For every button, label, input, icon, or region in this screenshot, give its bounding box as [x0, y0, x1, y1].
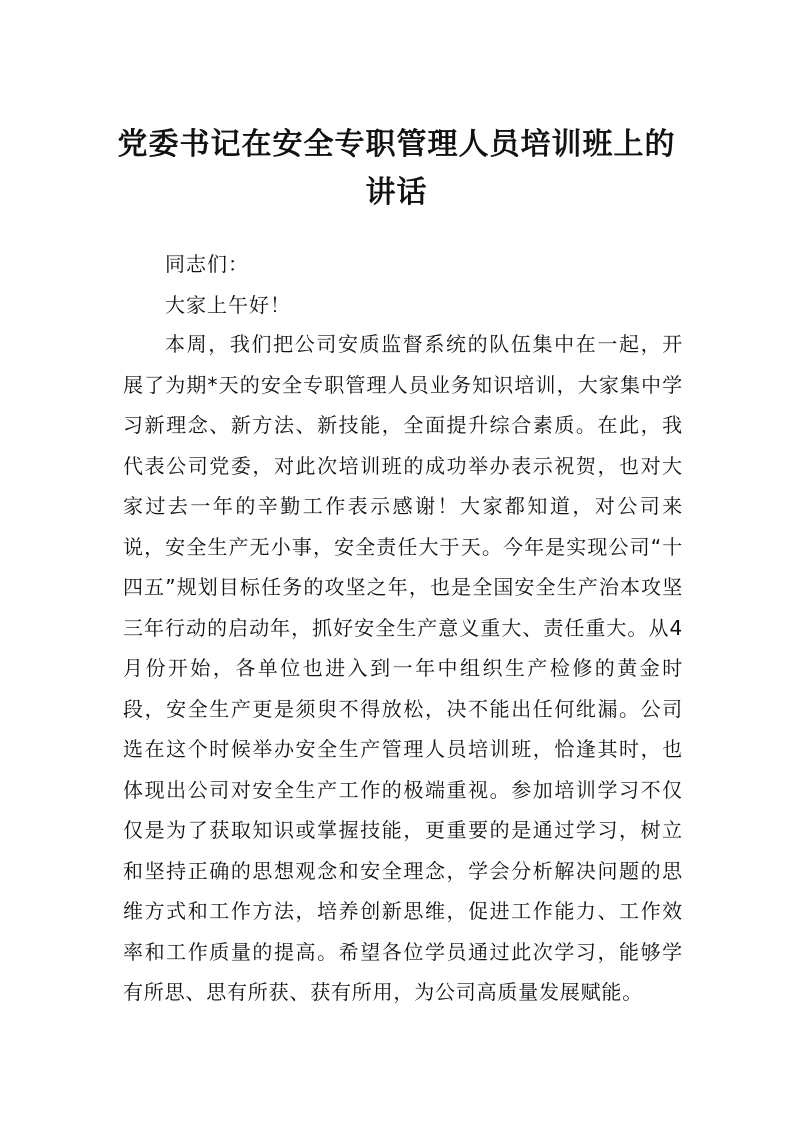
greeting-line: 大家上午好！ — [165, 293, 291, 317]
document-title-line-2: 讲话 — [365, 175, 428, 210]
salutation: 同志们： — [165, 252, 249, 276]
speech-paragraph: 本周，我们把公司安质监督系统的队伍集中在一起，开展了为期*天的安全专职管理人员业务知识培训，大家集中学习新理念、新方法、新技能，全面提升综合素质。在此，我代表公司党委，对此次培训班的成功举办表示祝贺，也对大家过去一年的辛勤工作表示感谢！大家都知道，对公司来说，安全生产无小事，安全责任大于天。今年是实现公司“十四五”规划目标任务的攻坚之年，也是全国安全生产治本攻坚三年行动的启动年，抓好安全生产意义重大、责任重大。从4月份开始，各单位也进入到一年中组织生产检修的黄金时段，安全生产更是须臾不得放松，决不能出任何纰漏。公司选在这个时候举办安全生产管理人员培训班，恰逢其时，也体现出公司对安全生产工作的极端重视。参加培训学习不仅仅是为了获取知识或掌握技能，更重要的是通过学习，树立和坚持正确的思想观念和安全理念，学会分析解决问题的思维方式和工作方法，培养创新思维，促进工作能力、工作效率和工作质量的提高。希望各位学员通过此次学习，能够学有所思、思有所获、获有所用，为公司高质量发展赋能。 — [123, 332, 683, 1004]
document-title-line-1: 党委书记在安全专职管理人员培训班上的 — [117, 127, 676, 162]
